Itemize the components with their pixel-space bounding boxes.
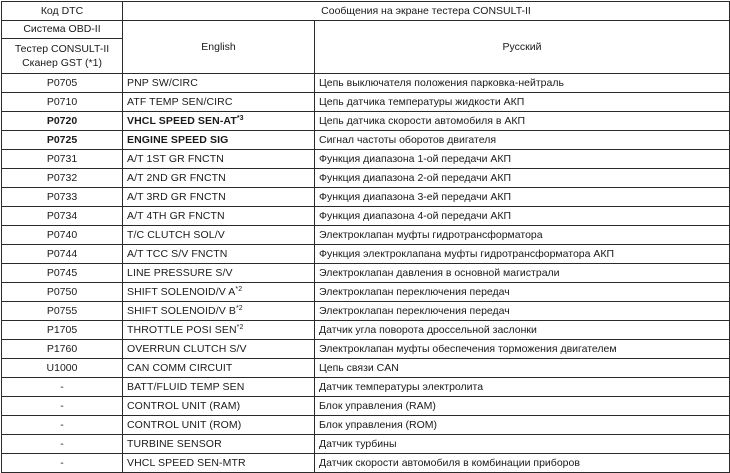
english-message-text: SHIFT SOLENOID/V B: [127, 304, 236, 317]
footnote-marker: *2: [236, 323, 244, 331]
footnote-marker: *3: [236, 114, 244, 122]
russian-message-cell: Датчик угла поворота дроссельной заслонки: [315, 321, 730, 340]
russian-message-cell: Электроклапан муфты обеспечения торможения двигателем: [315, 340, 730, 359]
dtc-code-cell: P0725: [2, 131, 123, 150]
dtc-code-cell: P0750: [2, 283, 123, 302]
english-message-text: A/T TCC S/V FNCTN: [127, 247, 228, 260]
dtc-code-cell: P0734: [2, 207, 123, 226]
english-message-cell: [123, 264, 315, 283]
dtc-code-cell: P0755: [2, 302, 123, 321]
russian-message-cell: Функция диапазона 3-ей передачи АКП: [315, 188, 730, 207]
dtc-table-container: [1, 1, 730, 473]
russian-message-cell: Цепь связи CAN: [315, 359, 730, 378]
table-row: [2, 454, 730, 473]
english-message-cell: [123, 74, 315, 93]
table-row: [2, 150, 730, 169]
english-message-text: VHCL SPEED SEN-AT: [127, 114, 237, 127]
table-body: [2, 74, 730, 473]
english-message-text: CAN COMM CIRCUIT: [127, 361, 233, 374]
english-message-cell: [123, 283, 315, 302]
english-header: English: [123, 21, 315, 74]
messages-header: Сообщения на экране тестера CONSULT-II: [123, 2, 730, 21]
table-row: [2, 321, 730, 340]
english-message-text: THROTTLE POSI SEN: [127, 323, 237, 336]
english-message-cell: [123, 359, 315, 378]
english-message-cell: [123, 93, 315, 112]
english-message-text: T/C CLUTCH SOL/V: [127, 228, 225, 241]
dtc-code-cell: P0731: [2, 150, 123, 169]
russian-message-cell: Цепь датчика температуры жидкости АКП: [315, 93, 730, 112]
english-message-cell: [123, 454, 315, 473]
english-message-cell: [123, 340, 315, 359]
russian-message-cell: Датчик температуры электролита: [315, 378, 730, 397]
table-row: [2, 435, 730, 454]
english-message-cell: [123, 169, 315, 188]
english-message-cell: [123, 226, 315, 245]
dtc-code-cell: -: [2, 378, 123, 397]
dtc-code-cell: P1760: [2, 340, 123, 359]
russian-message-cell: Датчик турбины: [315, 435, 730, 454]
english-message-cell: [123, 378, 315, 397]
russian-message-cell: Функция диапазона 4-ой передачи АКП: [315, 207, 730, 226]
dtc-code-cell: U1000: [2, 359, 123, 378]
table-row: [2, 112, 730, 131]
russian-message-cell: Функция диапазона 2-ой передачи АКП: [315, 169, 730, 188]
russian-message-cell: Электроклапан давления в основной магистрали: [315, 264, 730, 283]
english-message-cell: [123, 321, 315, 340]
english-message-text: ATF TEMP SEN/CIRC: [127, 95, 233, 108]
consult-tester-label: Тестер CONSULT-II: [14, 43, 110, 55]
english-message-cell: [123, 112, 315, 131]
dtc-code-cell: P0744: [2, 245, 123, 264]
table-row: [2, 169, 730, 188]
russian-message-cell: Блок управления (ROM): [315, 416, 730, 435]
dtc-code-cell: P0710: [2, 93, 123, 112]
english-message-text: A/T 4TH GR FNCTN: [127, 209, 225, 222]
table-row: [2, 283, 730, 302]
dtc-code-cell: -: [2, 454, 123, 473]
dtc-code-header: Код DTC: [2, 2, 123, 21]
dtc-table: [1, 1, 730, 473]
english-message-text: OVERRUN CLUTCH S/V: [127, 342, 247, 355]
table-row: [2, 93, 730, 112]
table-row: [2, 264, 730, 283]
english-message-cell: [123, 150, 315, 169]
russian-message-cell: Электроклапан переключения передач: [315, 302, 730, 321]
english-message-cell: [123, 397, 315, 416]
english-message-cell: [123, 435, 315, 454]
table-row: [2, 207, 730, 226]
english-message-cell: [123, 188, 315, 207]
english-message-text: A/T 2ND GR FNCTN: [127, 171, 226, 184]
russian-message-cell: Функция электроклапана муфты гидротрансформатора АКП: [315, 245, 730, 264]
dtc-code-cell: P0720: [2, 112, 123, 131]
table-row: [2, 340, 730, 359]
english-message-cell: [123, 207, 315, 226]
russian-message-cell: Цепь выключателя положения парковка-нейтраль: [315, 74, 730, 93]
table-row: [2, 188, 730, 207]
english-message-text: BATT/FLUID TEMP SEN: [127, 380, 245, 393]
russian-message-cell: Функция диапазона 1-ой передачи АКП: [315, 150, 730, 169]
gst-scanner-label: Сканер GST (*1): [22, 57, 102, 69]
table-row: [2, 416, 730, 435]
russian-header: Русский: [315, 21, 730, 74]
table-row: [2, 245, 730, 264]
tester-header: [2, 39, 123, 74]
table-row: [2, 226, 730, 245]
english-message-text: ENGINE SPEED SIG: [127, 133, 229, 146]
dtc-code-cell: P0740: [2, 226, 123, 245]
table-row: [2, 302, 730, 321]
russian-message-cell: Сигнал частоты оборотов двигателя: [315, 131, 730, 150]
table-row: [2, 74, 730, 93]
dtc-code-cell: P0732: [2, 169, 123, 188]
english-message-cell: [123, 131, 315, 150]
russian-message-cell: Электроклапан переключения передач: [315, 283, 730, 302]
footnote-marker: *2: [235, 304, 243, 312]
russian-message-cell: Электроклапан муфты гидротрансформатора: [315, 226, 730, 245]
english-message-text: CONTROL UNIT (RAM): [127, 399, 241, 412]
english-message-text: A/T 1ST GR FNCTN: [127, 152, 224, 165]
table-row: [2, 397, 730, 416]
russian-message-cell: Цепь датчика скорости автомобиля в АКП: [315, 112, 730, 131]
english-message-cell: [123, 416, 315, 435]
english-message-text: SHIFT SOLENOID/V A: [127, 285, 236, 298]
english-message-cell: [123, 245, 315, 264]
dtc-code-cell: -: [2, 397, 123, 416]
table-row: [2, 131, 730, 150]
dtc-code-cell: P0705: [2, 74, 123, 93]
russian-message-cell: Датчик скорости автомобиля в комбинации приборов: [315, 454, 730, 473]
english-message-text: LINE PRESSURE S/V: [127, 266, 233, 279]
english-message-text: VHCL SPEED SEN-MTR: [127, 456, 246, 469]
english-message-text: TURBINE SENSOR: [127, 437, 222, 450]
dtc-code-cell: -: [2, 435, 123, 454]
english-message-text: A/T 3RD GR FNCTN: [127, 190, 226, 203]
english-message-text: PNP SW/CIRC: [127, 76, 198, 89]
dtc-code-cell: -: [2, 416, 123, 435]
dtc-code-cell: P1705: [2, 321, 123, 340]
english-message-cell: [123, 302, 315, 321]
english-message-text: CONTROL UNIT (ROM): [127, 418, 242, 431]
table-header: [2, 2, 730, 74]
dtc-code-cell: P0733: [2, 188, 123, 207]
table-row: [2, 378, 730, 397]
dtc-code-cell: P0745: [2, 264, 123, 283]
obd-system-header: Система OBD-II: [2, 21, 123, 39]
russian-message-cell: Блок управления (RAM): [315, 397, 730, 416]
footnote-marker: *2: [235, 285, 243, 293]
table-row: [2, 359, 730, 378]
